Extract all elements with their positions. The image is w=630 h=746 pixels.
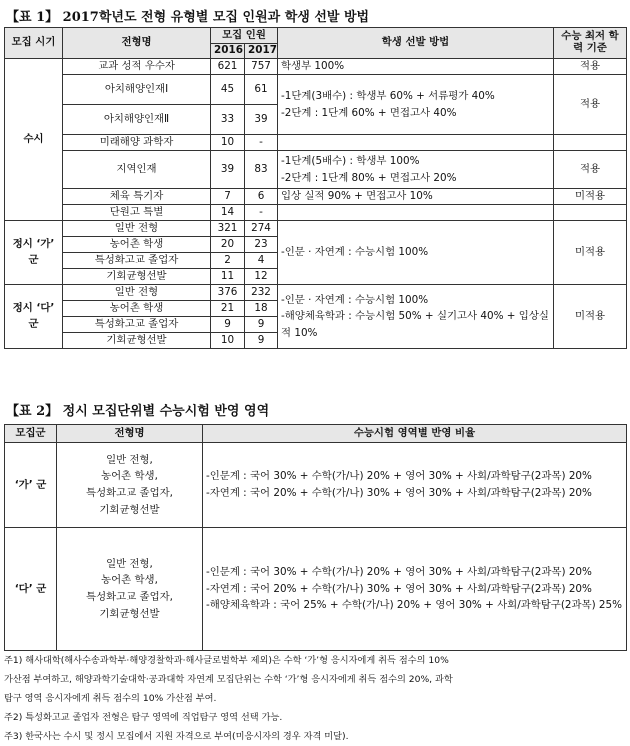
method-line: -인문 · 자연계 : 수능시험 100% [281, 245, 429, 258]
method-text [278, 221, 554, 285]
ratio-text [203, 528, 627, 651]
min-score: 적용 [554, 75, 627, 135]
footnote: 주2) 특성화고교 졸업자 전형은 탐구 영역에 직업탐구 영역 선택 가능. [4, 712, 283, 723]
type-name: 기회균형선발 [63, 269, 211, 285]
quota-2017: 274 [245, 221, 278, 237]
type-name: 농어촌 학생 [63, 237, 211, 253]
footnotes [4, 651, 628, 746]
ratio-text [203, 443, 627, 528]
quota-2016: 21 [211, 301, 245, 317]
quota-2017: 757 [245, 59, 278, 75]
footnote: 주3) 한국사는 수시 및 정시 모집에서 지원 자격으로 부여(미응시자의 경우 자격 미달). [4, 731, 349, 742]
quota-2016: 20 [211, 237, 245, 253]
method-text [278, 135, 554, 151]
ratio-line: -자연계 : 국어 20% + 수학(가/나) 30% + 영어 30% + 사회/과학탐구(2과목) 20% [206, 582, 592, 595]
method-text [278, 59, 554, 75]
method-text [278, 75, 554, 135]
quota-2016: 376 [211, 285, 245, 301]
type-name: 기회균형선발 [63, 333, 211, 349]
type-name: 미래해양 과학자 [63, 135, 211, 151]
type-name: 기회균형선발 [99, 503, 160, 516]
method-line: -해양체육학과 : 수능시험 50% + 실기고사 40% + 입상실적 10% [281, 310, 549, 339]
header-ratio: 수능시험 영역별 반영 비율 [203, 425, 627, 443]
min-score: 미적용 [554, 189, 627, 205]
quota-2017: 39 [245, 105, 278, 135]
type-name: 특성화고교 졸업자, [86, 591, 173, 603]
footnote: 주1) 해사대학(해사수송과학부·해양경찰학과·해사글로벌학부 제외)은 수학 ‘가’형 응시자에게 취득 점수의 10% [4, 655, 449, 666]
quota-2017: - [245, 205, 278, 221]
type-name: 일반 전형 [63, 221, 211, 237]
min-score [554, 205, 627, 221]
quota-2016: 9 [211, 317, 245, 333]
ratio-line: -해양체육학과 : 국어 25% + 수학(가/나) 20% + 영어 30% + 사회/과학탐구(2과목) 25% [206, 599, 623, 612]
admission-quota-table [4, 27, 627, 349]
method-line: 입상 실적 90% + 면접고사 10% [281, 189, 433, 202]
period-jeongsi-ga: 정시 ‘가’ 군 [5, 221, 63, 285]
quota-2016: 10 [211, 333, 245, 349]
method-text [278, 189, 554, 205]
type-name: 일반 전형 [63, 285, 211, 301]
quota-2017: 23 [245, 237, 278, 253]
quota-2017: 6 [245, 189, 278, 205]
period-susi: 수시 [5, 59, 63, 221]
type-list [57, 443, 203, 528]
header-type: 전형명 [63, 28, 211, 59]
group-ga: ‘가’ 군 [5, 443, 57, 528]
method-line: -인문 · 자연계 : 수능시험 100% [281, 294, 429, 307]
type-name: 아치해양인재Ⅱ [63, 105, 211, 135]
table1-title: 【표 1】 2017학년도 전형 유형별 모집 인원과 학생 선발 방법 [6, 10, 370, 25]
header-period: 모집 시기 [5, 28, 63, 59]
method-line: -2단계 : 1단계 60% + 면접고사 40% [281, 106, 457, 119]
type-name: 체육 특기자 [63, 189, 211, 205]
quota-2016: 10 [211, 135, 245, 151]
type-name: 아치해양인재Ⅰ [63, 75, 211, 105]
quota-2017: 232 [245, 285, 278, 301]
type-name: 단원고 특별 [63, 205, 211, 221]
quota-2017: 61 [245, 75, 278, 105]
type-name: 특성화고교 졸업자 [63, 253, 211, 269]
ratio-line: -인문계 : 국어 30% + 수학(가/나) 20% + 영어 30% + 사회/과학탐구(2과목) 20% [206, 566, 592, 579]
method-text [278, 205, 554, 221]
min-score: 미적용 [554, 285, 627, 349]
type-name: 농어촌 학생, [101, 470, 158, 483]
footnote: 탐구 영역 응시자에게 취득 점수의 10% 가산점 부여. [4, 693, 217, 704]
header-group: 모집군 [5, 425, 57, 443]
type-name: 일반 전형, [106, 557, 153, 570]
quota-2017: 18 [245, 301, 278, 317]
method-line: -1단계(3배수) : 학생부 60% + 서류평가 40% [281, 89, 495, 102]
header-quota: 모집 인원 [211, 28, 278, 44]
quota-2016: 14 [211, 205, 245, 221]
header-type: 전형명 [57, 425, 203, 443]
min-score: 미적용 [554, 221, 627, 285]
footnote: 가산점 부여하고, 해양과학기술대학·공과대학 자연계 모집단위는 수학 ‘가’형 응시자에게 취득 점수의 20%, 과학 [4, 674, 453, 685]
header-method: 학생 선발 방법 [278, 28, 554, 59]
group-da: ‘다’ 군 [5, 528, 57, 651]
quota-2017: 12 [245, 269, 278, 285]
type-name: 농어촌 학생 [63, 301, 211, 317]
type-list [57, 528, 203, 651]
method-line: -1단계(5배수) : 학생부 100% [281, 155, 420, 168]
ratio-line: -인문계 : 국어 30% + 수학(가/나) 20% + 영어 30% + 사회/과학탐구(2과목) 20% [206, 470, 592, 483]
quota-2016: 11 [211, 269, 245, 285]
quota-2016: 45 [211, 75, 245, 105]
min-score: 적용 [554, 59, 627, 75]
quota-2016: 7 [211, 189, 245, 205]
min-score: 적용 [554, 151, 627, 189]
quota-2016: 621 [211, 59, 245, 75]
quota-2016: 321 [211, 221, 245, 237]
min-score [554, 135, 627, 151]
type-name: 교과 성적 우수자 [63, 59, 211, 75]
type-name: 특성화고교 졸업자 [63, 317, 211, 333]
type-name: 기회균형선발 [99, 607, 160, 620]
quota-2016: 39 [211, 151, 245, 189]
type-name: 지역인재 [63, 151, 211, 189]
quota-2017: - [245, 135, 278, 151]
quota-2017: 9 [245, 333, 278, 349]
quota-2016: 2 [211, 253, 245, 269]
type-name: 일반 전형, [106, 453, 153, 466]
header-min-score: 수능 최저 학력 기준 [554, 28, 627, 59]
suneung-ratio-table [4, 424, 627, 651]
quota-2017: 9 [245, 317, 278, 333]
type-name: 농어촌 학생, [101, 574, 158, 587]
method-line: -2단계 : 1단계 80% + 면접고사 20% [281, 171, 457, 184]
quota-2017: 83 [245, 151, 278, 189]
header-2017: 2017 [245, 44, 278, 59]
period-jeongsi-da: 정시 ‘다’ 군 [5, 285, 63, 349]
quota-2017: 4 [245, 253, 278, 269]
table2-title: 【표 2】 정시 모집단위별 수능시험 반영 영역 [6, 404, 270, 419]
method-text [278, 151, 554, 189]
quota-2016: 33 [211, 105, 245, 135]
method-text [278, 285, 554, 349]
type-name: 특성화고교 졸업자, [86, 487, 173, 499]
method-line: 학생부 100% [281, 59, 345, 72]
header-2016: 2016 [211, 44, 245, 59]
ratio-line: -자연계 : 국어 20% + 수학(가/나) 30% + 영어 30% + 사회/과학탐구(2과목) 20% [206, 487, 592, 499]
